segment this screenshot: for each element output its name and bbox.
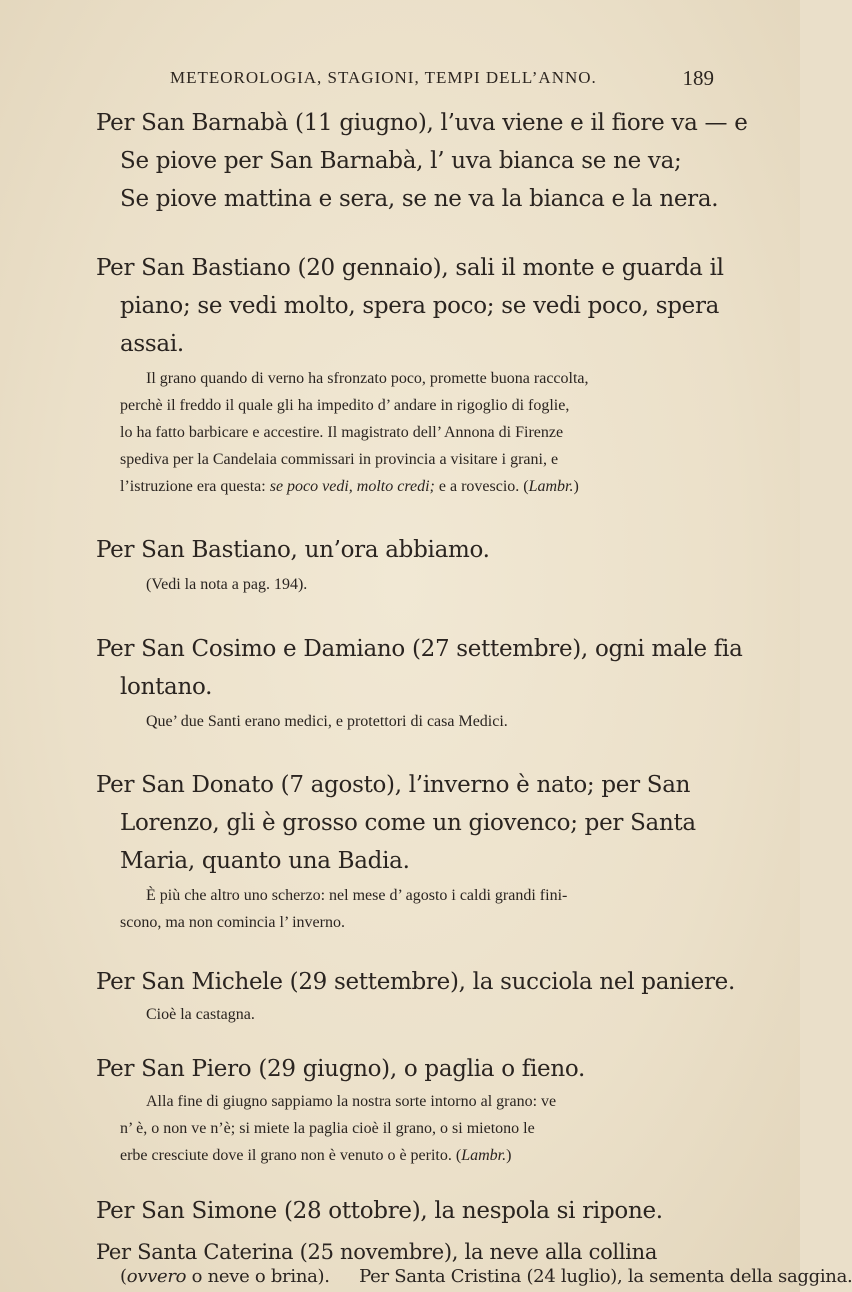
note-line: È più che altro uno scherzo: nel mese d’ agosto i caldi grandi fini- [146, 887, 568, 904]
proverb-line: (ovvero o neve o brina). Per Santa Cristina (24 luglio), la sementa della saggina. [120, 1266, 852, 1287]
note-line: (Vedi la nota a pag. 194). [146, 576, 308, 593]
note-line: scono, ma non comincia l’ inverno. [120, 914, 345, 931]
proverb-line: Per San Cosimo e Damiano (27 settembre), ogni male fia [96, 636, 743, 662]
proverb-line: Maria, quanto una Badia. [120, 848, 410, 874]
note-italic: se poco vedi, molto credi; [269, 478, 435, 495]
citation: Lambr. [461, 1147, 507, 1164]
note-line: Que’ due Santi erano medici, e protettori di casa Medici. [146, 713, 508, 730]
note-line: perchè il freddo il quale gli ha impedito d’ andare in rigoglio di foglie, [120, 397, 570, 414]
note-line: n’ è, o non ve n’è; si miete la paglia cioè il grano, o si mietono le [120, 1120, 535, 1137]
proverb-line: Per San Bastiano (20 gennaio), sali il monte e guarda il [96, 255, 724, 281]
running-header [170, 66, 714, 94]
proverb-line: Se piove per San Barnabà, l’ uva bianca se ne va; [120, 148, 682, 174]
note-line: erbe cresciute dove il grano non è venuto o è perito. (Lambr.) [120, 1147, 512, 1164]
citation: Lambr. [528, 478, 574, 495]
proverb-line: piano; se vedi molto, spera poco; se vedi poco, spera [120, 293, 720, 319]
note-line: spediva per la Candelaia commissari in provincia a visitare i grani, e [120, 451, 559, 468]
proverb-line: Lorenzo, gli è grosso come un giovenco; per Santa [120, 810, 696, 836]
proverb-line: Se piove mattina e sera, se ne va la bianca e la nera. [120, 186, 719, 212]
proverb-line: Per Santa Caterina (25 novembre), la neve alla collina [96, 1240, 658, 1264]
note-line: Il grano quando di verno ha sfronzato poco, promette buona raccolta, [146, 370, 589, 387]
proverb-line: assai. [120, 331, 184, 357]
running-title: METEOROLOGIA, STAGIONI, TEMPI DELL’ANNO. [170, 68, 597, 87]
note-line: Cioè la castagna. [146, 1006, 255, 1023]
proverb-italic: ovvero [126, 1266, 187, 1287]
proverb-line: Per San Bastiano, un’ora abbiamo. [96, 537, 490, 563]
proverb-line: Per San Michele (29 settembre), la succiola nel paniere. [96, 969, 736, 995]
note-line: l’istruzione era questa: se poco vedi, molto credi; e a rovescio. (Lambr.) [120, 478, 579, 495]
note-line: lo ha fatto barbicare e accestire. Il magistrato dell’ Annona di Firenze [120, 424, 564, 441]
proverb-line: Per San Donato (7 agosto), l’inverno è nato; per San [96, 772, 691, 798]
proverb-line: lontano. [120, 674, 213, 700]
proverb-line: Per San Barnabà (11 giugno), l’uva viene e il fiore va — e [96, 110, 748, 136]
proverb-line: Per San Piero (29 giugno), o paglia o fieno. [96, 1056, 586, 1082]
proverb-line: Per Santa Cristina (24 luglio), la sementa della saggina. [359, 1266, 852, 1287]
page-number: 189 [682, 66, 714, 90]
note-line: Alla fine di giugno sappiamo la nostra sorte intorno al grano: ve [146, 1093, 557, 1110]
proverb-line: Per San Simone (28 ottobre), la nespola si ripone. [96, 1198, 663, 1224]
